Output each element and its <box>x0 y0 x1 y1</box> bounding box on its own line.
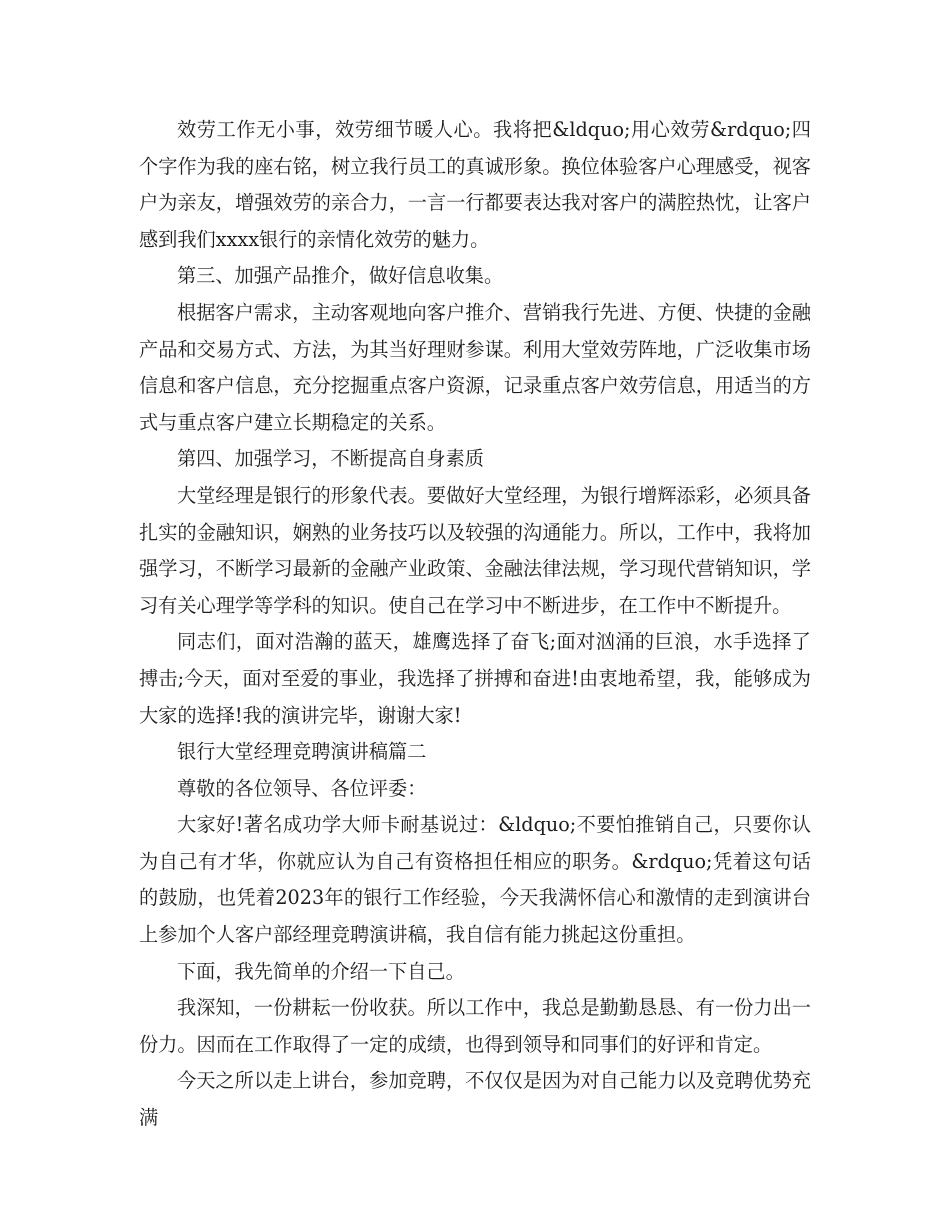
paragraph-lobby-manager-image: 大堂经理是银行的形象代表。要做好大堂经理，为银行增辉添彩，必须具备扎实的金融知识，娴熟的业务技巧以及较强的沟通能力。所以，工作中，我将加强学习，不断学习最新的金融产业政策、金融法律法规，学习现代营销知识，学习有关心理学等学科的知识。使自己在学习中不断进步，在工作中不断提升。 <box>139 483 811 617</box>
paragraph-service-motto: 效劳工作无小事，效劳细节暖人心。我将把&ldquo;用心效劳&rdquo;四个字作为我的座右铭，树立我行员工的真诚形象。换位体验客户心理感受，视客户为亲友，增强效劳的亲合力，一言一行都要表达我对客户的满腔热忱，让客户感到我们xxxx银行的亲情化效劳的魅力。 <box>139 118 811 251</box>
section-title-speech-two: 银行大堂经理竞聘演讲稿篇二 <box>177 740 427 764</box>
paragraph-greeting-carnegie: 大家好!著名成功学大师卡耐基说过：&ldquo;不要怕推销自己，只要你认为自己有才华，你就应认为自己有资格担任相应的职务。&rdquo;凭着这句话的鼓励，也凭着2023年的银行工作经验，今天我满怀信心和激情的走到演讲台上参加个人客户部经理竞聘演讲稿，我自信有能力挑起这份重担。 <box>139 813 811 947</box>
heading-third-product-promotion: 第三、加强产品推介，做好信息收集。 <box>177 264 504 288</box>
paragraph-hard-work: 我深知，一份耕耘一份收获。所以工作中，我总是勤勤恳恳、有一份力出一份力。因而在工作取得了一定的成绩，也得到领导和同事们的好评和肯定。 <box>139 996 811 1056</box>
paragraph-reason-for-competing: 今天之所以走上讲台，参加竞聘，不仅仅是因为对自己能力以及竞聘优势充满 <box>139 1069 811 1130</box>
paragraph-customer-needs: 根据客户需求，主动客观地向客户推介、营销我行先进、方便、快捷的金融产品和交易方式、方法，为其当好理财参谋。利用大堂效劳阵地，广泛收集市场信息和客户信息，充分挖掘重点客户资源，记录重点客户效劳信息，用适当的方式与重点客户建立长期稳定的关系。 <box>139 300 811 434</box>
salutation: 尊敬的各位领导、各位评委： <box>177 776 427 800</box>
document-body <box>139 112 811 1137</box>
paragraph-self-introduction: 下面，我先简单的介绍一下自己。 <box>177 959 465 983</box>
paragraph-closing-remarks: 同志们，面对浩瀚的蓝天，雄鹰选择了奋飞;面对汹涌的巨浪，水手选择了搏击;今天，面对至爱的事业，我选择了拼搏和奋进!由衷地希望，我，能够成为大家的选择!我的演讲完毕，谢谢大家! <box>139 630 811 727</box>
heading-fourth-learning: 第四、加强学习，不断提高自身素质 <box>177 447 484 471</box>
